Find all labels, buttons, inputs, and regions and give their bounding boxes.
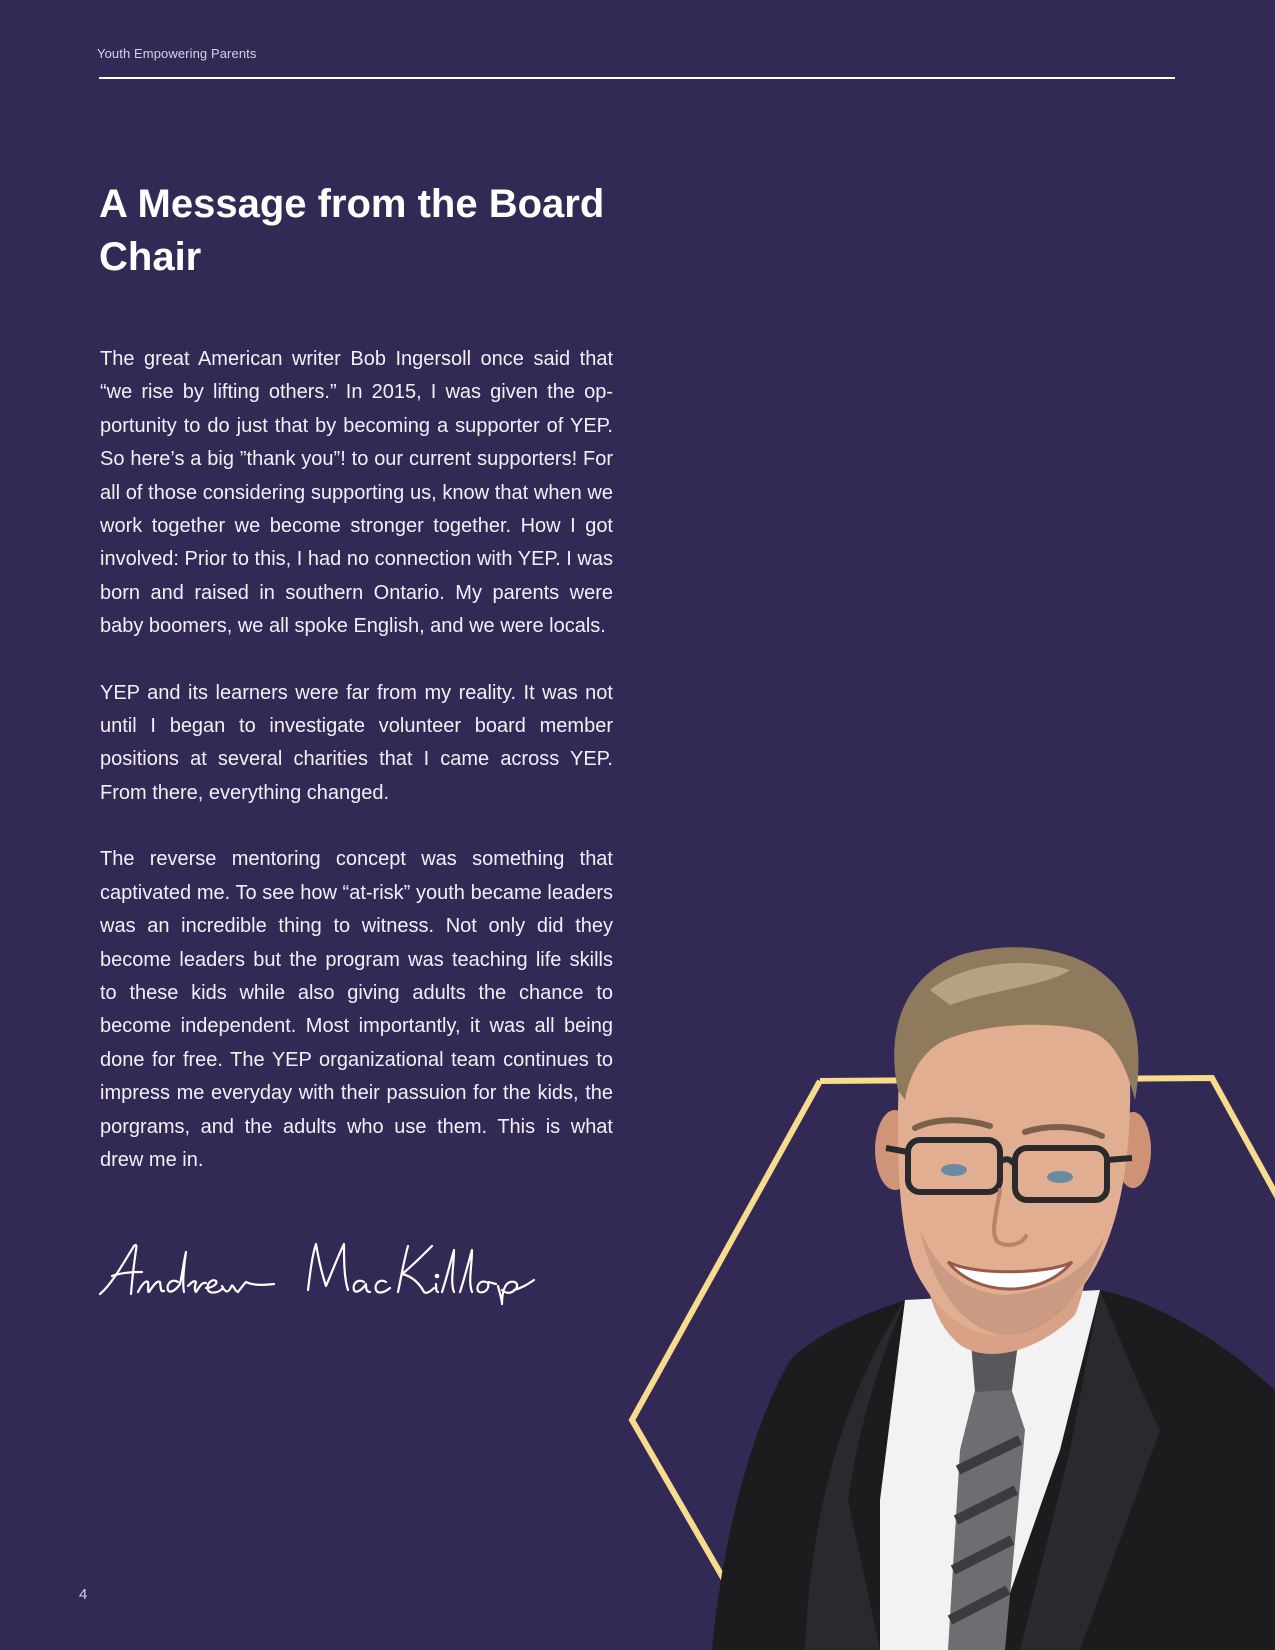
running-header: Youth Empowering Parents xyxy=(97,46,257,61)
page-title: A Message from the Board Chair xyxy=(99,182,605,279)
article-paragraph-3: The reverse mentoring concept was something that captivated me. To see how “at-risk” youth became leaders was an incredible thing to witness. Not only did they become leaders but the program was teaching life skills to these kids while also giving adults the chance to become independent. Most importantly, it was all being done for free. The YEP organizational team continues to impress me everyday with their passuion for the kids, the porgrams, and the adults who use them. This is what drew me in. xyxy=(100,848,613,1171)
page-number: 4 xyxy=(79,1586,88,1603)
article-paragraph-1: The great American writer Bob Ingersoll once said that “we rise by lifting others.” In 2015, I was given the opportunity to do just that by becoming a supporter of YEP. So here’s a big ”thank you”! to our current supporters! For all of those considering supporting us, know that when we work together we become stronger together. How I got involved: Prior to this, I had no connection with YEP. I was born and raised in southern Ontario. My parents were baby boomers, we all spoke English, and we were locals. xyxy=(100,348,613,638)
article-paragraph-2: YEP and its learners were far from my reality. It was not until I began to investigate volunteer board member positions at several charities that I came across YEP. From there, everything changed. xyxy=(100,681,613,804)
